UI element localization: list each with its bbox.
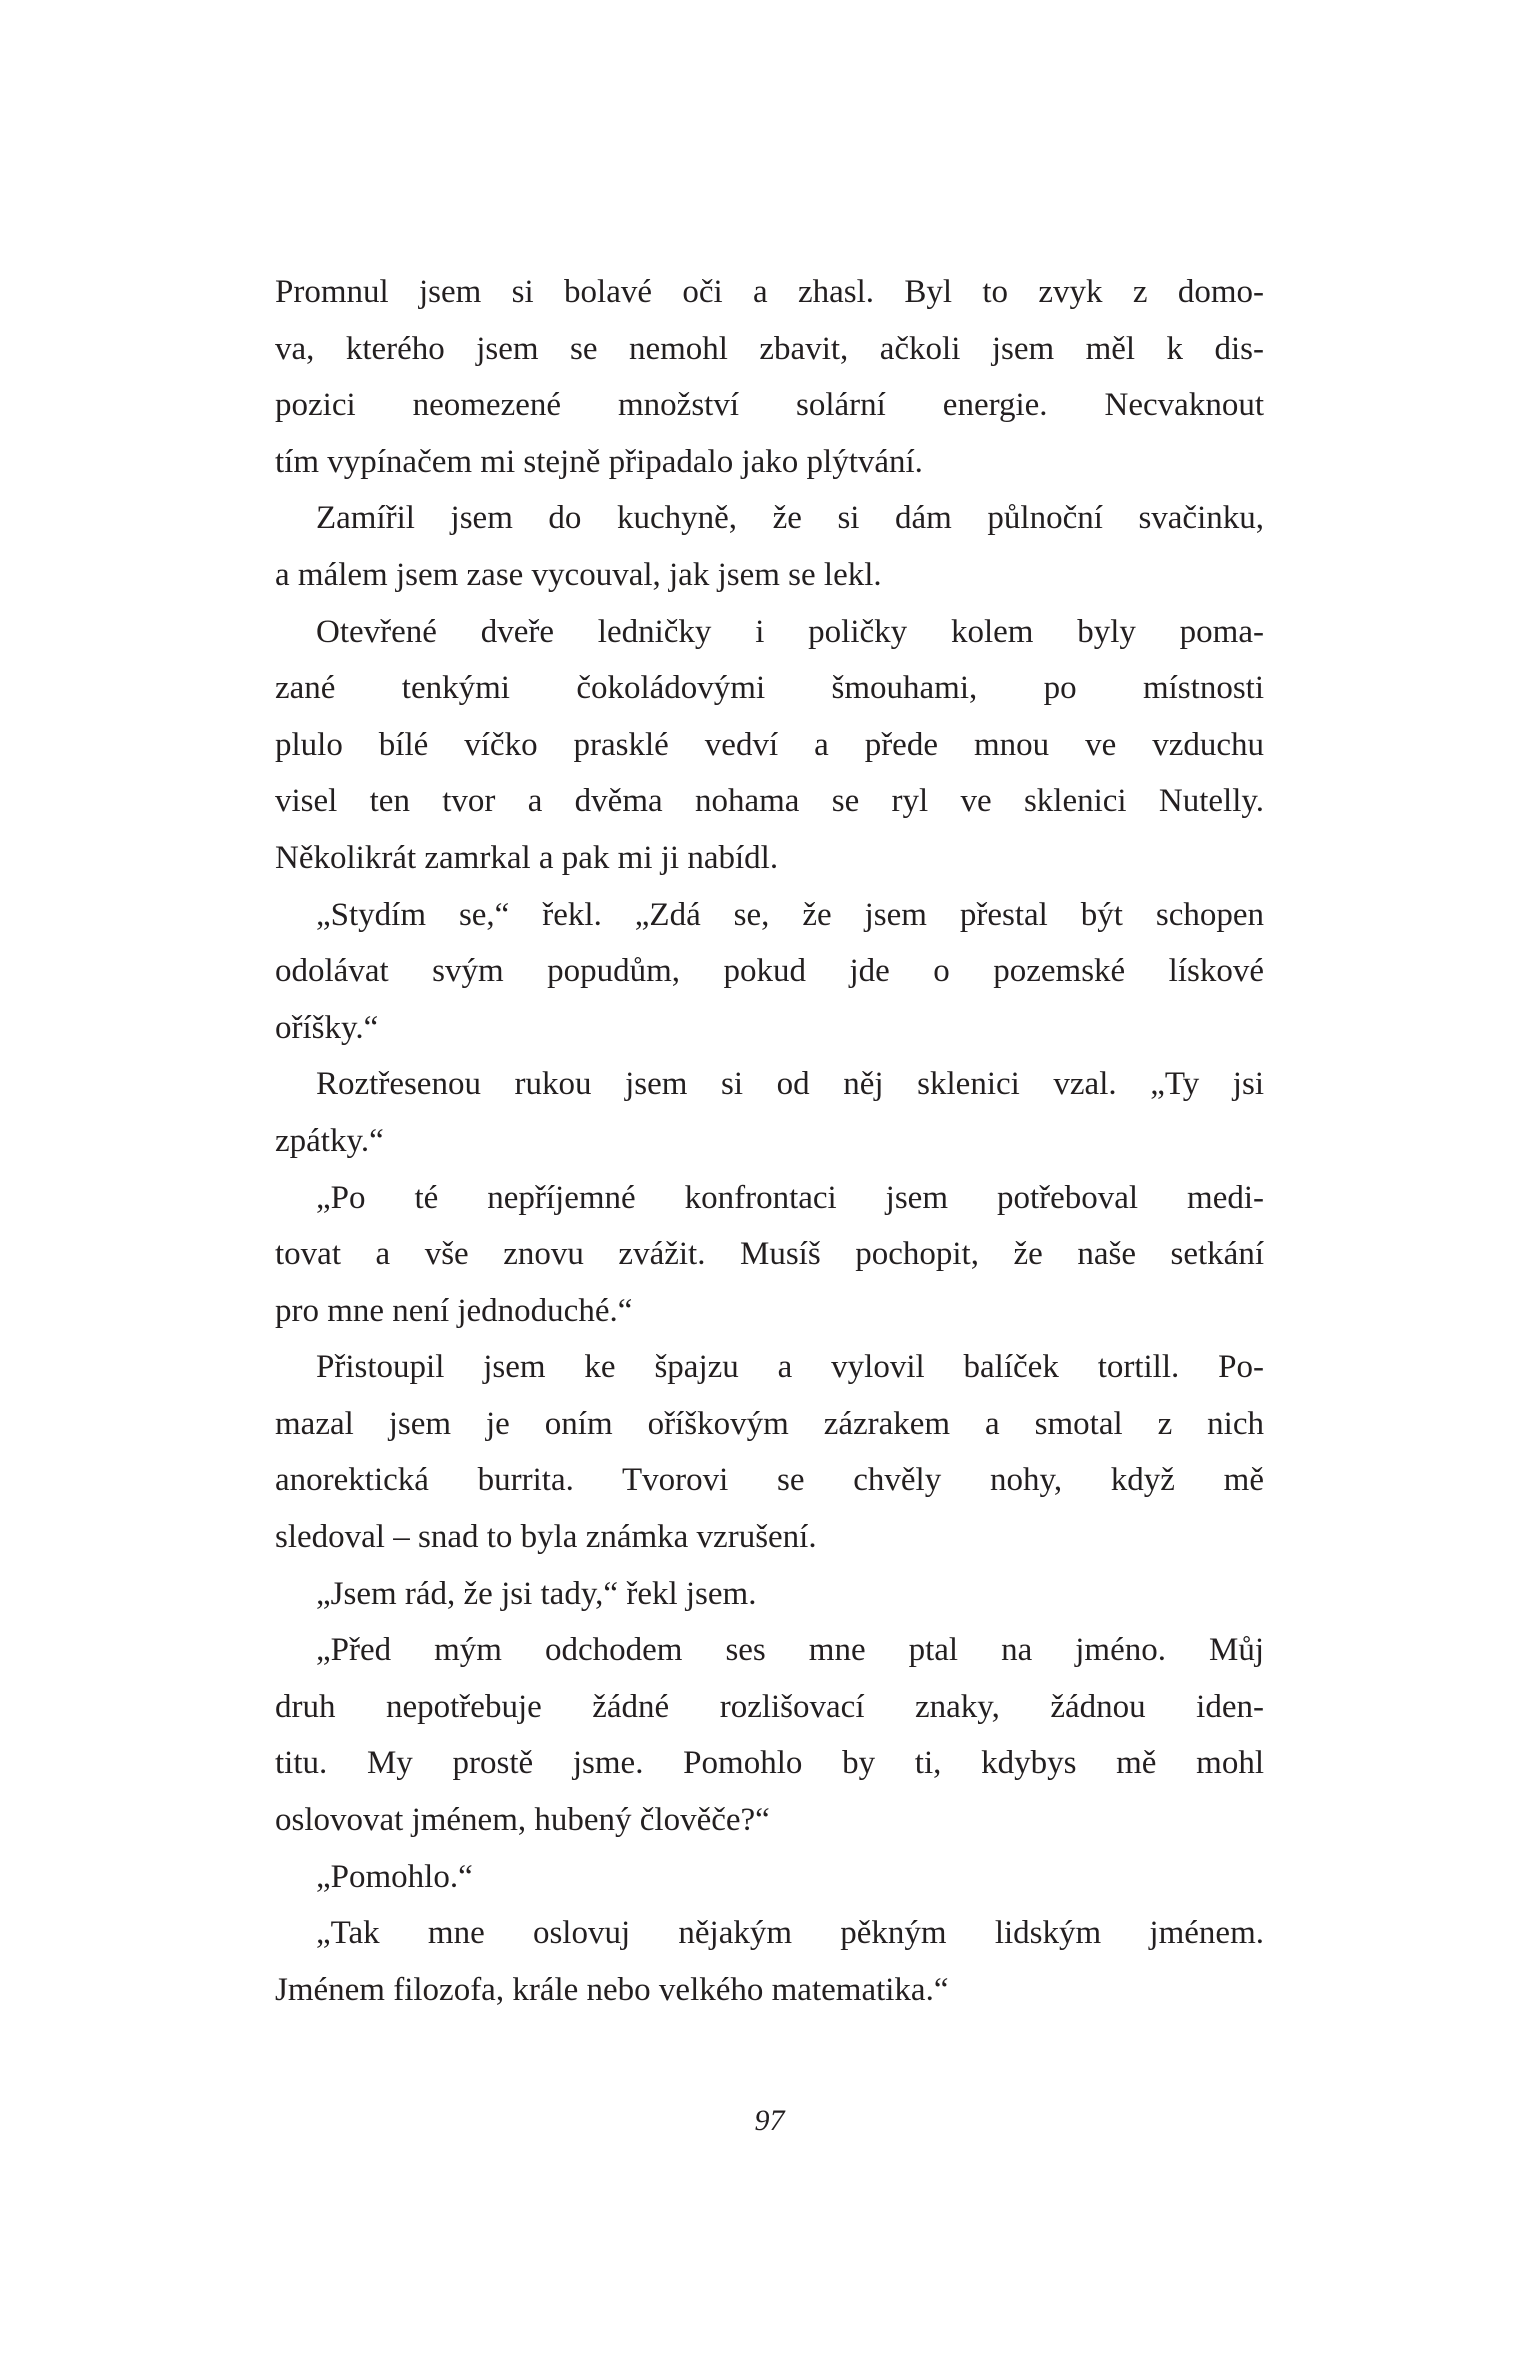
text-line: tím vypínačem mi stejně připadalo jako plýtvání.: [275, 443, 923, 480]
paragraph: [275, 490, 1264, 603]
text-line: anorektická burrita. Tvorovi se chvěly nohy, když mě: [275, 1462, 1264, 1499]
text-line: „Stydím se,“ řekl. „Zdá se, že jsem přestal být schopen: [316, 896, 1264, 933]
text-line: pro mne není jednoduché.“: [275, 1292, 633, 1329]
text-line: „Po té nepříjemné konfrontaci jsem potřeboval medi-: [316, 1179, 1264, 1216]
text-line: „Jsem rád, že jsi tady,“ řekl jsem.: [316, 1575, 757, 1612]
text-line: zpátky.“: [275, 1122, 384, 1159]
text-line: Roztřesenou rukou jsem si od něj sklenici vzal. „Ty jsi: [316, 1066, 1264, 1103]
text-line: titu. My prostě jsme. Pomohlo by ti, kdybys mě mohl: [275, 1745, 1264, 1782]
text-line: tovat a vše znovu zvážit. Musíš pochopit, že naše setkání: [275, 1236, 1264, 1273]
body-text: [275, 264, 1264, 2018]
text-line: druh nepotřebuje žádné rozlišovací znaky, žádnou iden-: [275, 1688, 1264, 1725]
text-line: Promnul jsem si bolavé oči a zhasl. Byl to zvyk z domo-: [275, 274, 1264, 310]
paragraph: [275, 604, 1264, 887]
paragraph: [275, 887, 1264, 1057]
text-line: mazal jsem je oním oříškovým zázrakem a smotal z nich: [275, 1405, 1264, 1442]
text-line: Několikrát zamrkal a pak mi ji nabídl.: [275, 839, 779, 876]
text-line: „Pomohlo.“: [316, 1858, 473, 1895]
text-line: oslovovat jménem, hubený člověče?“: [275, 1802, 770, 1839]
text-line: Otevřené dveře ledničky i poličky kolem byly poma-: [316, 613, 1264, 650]
page-number: 97: [754, 2104, 785, 2137]
paragraph: [275, 264, 1264, 490]
paragraph: [275, 1566, 1264, 1623]
text-line: sledoval – snad to byla známka vzrušení.: [275, 1519, 817, 1556]
text-line: plulo bílé víčko prasklé vedví a přede mnou ve vzduchu: [275, 726, 1264, 763]
text-line: Přistoupil jsem ke špajzu a vylovil balíček tortill. Po-: [316, 1349, 1264, 1386]
text-line: „Tak mne oslovuj nějakým pěkným lidským jménem.: [316, 1915, 1264, 1952]
paragraph: [275, 1056, 1264, 1169]
paragraph: [275, 1170, 1264, 1340]
paragraph: [275, 1339, 1264, 1565]
paragraph: [275, 1622, 1264, 1848]
text-line: Jménem filozofa, krále nebo velkého matematika.“: [275, 1971, 949, 2008]
text-line: Zamířil jsem do kuchyně, že si dám půlnoční svačinku,: [316, 500, 1264, 537]
text-line: visel ten tvor a dvěma nohama se ryl ve sklenici Nutelly.: [275, 783, 1264, 820]
text-line: zané tenkými čokoládovými šmouhami, po místnosti: [275, 670, 1264, 707]
text-line: odolávat svým popudům, pokud jde o pozemské lískové: [275, 953, 1264, 990]
text-line: oříšky.“: [275, 1009, 379, 1046]
text-line: „Před mým odchodem ses mne ptal na jméno. Můj: [316, 1632, 1264, 1669]
paragraph: [275, 1849, 1264, 1906]
text-line: a málem jsem zase vycouval, jak jsem se lekl.: [275, 556, 882, 593]
paragraph: [275, 1905, 1264, 2018]
text-line: va, kterého jsem se nemohl zbavit, ačkoli jsem měl k dis-: [275, 330, 1264, 367]
text-line: pozici neomezené množství solární energie. Necvaknout: [275, 387, 1264, 424]
